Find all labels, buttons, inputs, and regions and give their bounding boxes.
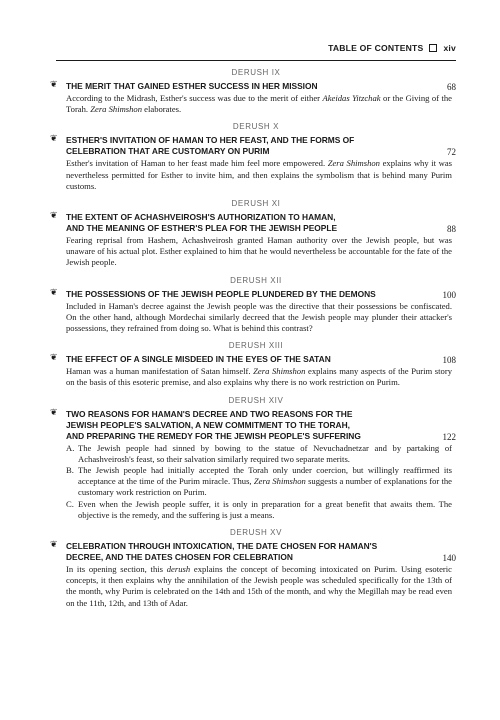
italic-text: Zera Shimshon bbox=[327, 158, 380, 169]
text-run: In its opening section, this bbox=[66, 564, 167, 575]
derush-heading: DERUSH XV bbox=[229, 528, 283, 538]
entry-description bbox=[56, 366, 456, 388]
toc-entry[interactable] bbox=[50, 211, 456, 235]
text-run: Included in Haman's decree against the Jewish people was the directive that their possessions be confiscated. On the other hand, although Mordechai similarly decreed that the Jewish people may plunder their attacker's possessions, they refrained from doing so. What is behind this contrast? bbox=[66, 300, 452, 334]
entry-list bbox=[56, 443, 456, 521]
entry-description bbox=[56, 93, 456, 115]
toc-entry[interactable] bbox=[50, 407, 456, 442]
text-run: Fearing reprisal from Hashem, Achashveirosh granted Haman authority over the Jewish people, but was unaware of his actual plot. Esther explained to him that he would nevertheless be accountable for the fate of the Jewish people. bbox=[66, 235, 452, 268]
text-run: elaborates. bbox=[142, 104, 182, 115]
entry-title-line: CELEBRATION THAT ARE CUSTOMARY ON PURIM bbox=[66, 146, 270, 157]
entry-page-number[interactable]: 88 bbox=[447, 224, 456, 235]
text-run: The Jewish people had sinned by bowing to the statue of Nevuchadnetzar and by partaking of Achashveirosh's feast, so their salvation similarly required two separate merits. bbox=[78, 442, 452, 464]
text-run: Even when the Jewish people suffer, it is only in preparation for a great benefit that awaits them. The objective is the remedy, and the suffering is just a means. bbox=[78, 498, 452, 520]
list-item bbox=[66, 499, 452, 521]
toc-section bbox=[50, 528, 456, 609]
entry-description bbox=[56, 235, 456, 269]
entry-page-number[interactable]: 122 bbox=[442, 431, 456, 442]
entry-title-line: JEWISH PEOPLE'S SALVATION, A NEW COMMITMENT TO THE TORAH, bbox=[66, 419, 350, 430]
entry-title[interactable] bbox=[66, 212, 430, 234]
text-run: explains the concept of becoming intoxicated on Purim. Using esoteric concepts, it then explains why the annihilation of the Jewish people was scheduled specifically for the 13th of the month, why Purim is celebrated on the 14th and 15th of the month, and why the Megillah may be read even on the 11th, 12th, and 13th of Adar. bbox=[66, 564, 452, 608]
derush-heading: DERUSH IX bbox=[231, 68, 281, 77]
toc-section bbox=[50, 68, 456, 115]
toc-entry[interactable] bbox=[50, 134, 456, 158]
toc-section bbox=[50, 122, 456, 192]
text-run: explains why it was nevertheless permitted for Esther to invite him, and then explains the symbolism that is behind many Purim customs. bbox=[66, 158, 452, 191]
toc-section bbox=[50, 199, 456, 269]
entry-description bbox=[56, 301, 456, 335]
entry-title[interactable] bbox=[66, 354, 430, 365]
entry-page-number[interactable]: 108 bbox=[442, 355, 456, 366]
toc-sections bbox=[50, 68, 456, 609]
header-page-number: xiv bbox=[443, 43, 456, 53]
toc-section bbox=[50, 395, 456, 521]
entry-page-number[interactable]: 140 bbox=[442, 553, 456, 564]
toc-section bbox=[50, 275, 456, 335]
derush-heading: DERUSH XII bbox=[230, 275, 282, 285]
entry-title-line: CELEBRATION THROUGH INTOXICATION, THE DATE CHOSEN FOR HAMAN'S bbox=[66, 541, 378, 552]
toc-section bbox=[50, 341, 456, 388]
text-run: explains many aspects of the Purim story on the basis of this esoteric premise, and also explains why there is no work restriction on Purim. bbox=[66, 366, 452, 388]
running-header bbox=[56, 40, 456, 56]
italic-text: Zera Shimshon bbox=[253, 476, 306, 487]
text-run: Haman was a human manifestation of Satan himself. bbox=[66, 366, 254, 377]
toc-page bbox=[50, 40, 456, 609]
leaf-ornament-icon: ❦ bbox=[50, 211, 58, 222]
entry-title-line: THE MERIT THAT GAINED ESTHER SUCCESS IN HER MISSION bbox=[66, 81, 318, 91]
entry-title-line: TWO REASONS FOR HAMAN'S DECREE AND TWO REASONS FOR THE bbox=[66, 408, 353, 419]
leaf-ornament-icon: ❦ bbox=[50, 407, 58, 418]
entry-title[interactable] bbox=[66, 541, 430, 563]
entry-description bbox=[56, 564, 456, 609]
entry-title-line: DECREE, AND THE DATES CHOSEN FOR CELEBRATION bbox=[66, 552, 293, 563]
derush-heading: DERUSH X bbox=[232, 122, 280, 132]
list-item bbox=[66, 443, 452, 465]
entry-title-line: AND THE MEANING OF ESTHER'S PLEA FOR THE JEWISH PEOPLE bbox=[66, 223, 338, 234]
derush-heading: DERUSH XI bbox=[231, 199, 281, 209]
square-ornament-icon bbox=[429, 44, 437, 52]
entry-title-line: THE POSSESSIONS OF THE JEWISH PEOPLE PLUNDERED BY THE DEMONS bbox=[66, 288, 376, 299]
derush-heading: DERUSH XIII bbox=[228, 341, 284, 351]
text-run: According to the Midrash, Esther's success was due to the merit of either bbox=[66, 93, 323, 103]
entry-title-line: AND PREPARING THE REMEDY FOR THE JEWISH PEOPLE'S SUFFERING bbox=[66, 430, 361, 441]
text-run: or the Giving of the Torah. bbox=[66, 93, 452, 115]
entry-title[interactable] bbox=[66, 81, 430, 92]
italic-text: Zera Shimshon bbox=[90, 104, 143, 115]
entry-title[interactable] bbox=[66, 289, 430, 300]
entry-title-line: THE EFFECT OF A SINGLE MISDEED IN THE EYES OF THE SATAN bbox=[66, 354, 331, 365]
entry-description bbox=[56, 158, 456, 192]
leaf-ornament-icon: ❦ bbox=[50, 287, 58, 298]
text-run: Esther's invitation of Haman to her feast made him feel more empowered. bbox=[66, 158, 328, 169]
list-marker: A. bbox=[66, 442, 75, 453]
entry-title-line: THE EXTENT OF ACHASHVEIROSH'S AUTHORIZATION TO HAMAN, bbox=[66, 212, 336, 223]
text-run: suggests a number of explanations for the customary work restriction on Purim. bbox=[78, 476, 452, 498]
leaf-ornament-icon: ❦ bbox=[50, 134, 58, 145]
list-item bbox=[66, 465, 452, 499]
entry-page-number[interactable]: 68 bbox=[447, 82, 456, 92]
entry-title-line: ESTHER'S INVITATION OF HAMAN TO HER FEAST, AND THE FORMS OF bbox=[66, 135, 355, 146]
leaf-ornament-icon: ❦ bbox=[50, 353, 58, 364]
header-rule bbox=[56, 60, 456, 61]
italic-text: Zera Shimshon bbox=[253, 366, 306, 377]
toc-entry[interactable] bbox=[50, 80, 456, 92]
derush-heading: DERUSH XIV bbox=[228, 395, 284, 405]
entry-page-number[interactable]: 100 bbox=[442, 289, 456, 300]
leaf-ornament-icon: ❦ bbox=[50, 540, 58, 551]
entry-page-number[interactable]: 72 bbox=[447, 147, 456, 158]
header-title: TABLE OF CONTENTS bbox=[328, 43, 424, 53]
list-marker: B. bbox=[66, 465, 74, 476]
toc-entry[interactable] bbox=[50, 540, 456, 564]
text-run: The Jewish people had initially accepted the Torah only under coercion, but willingly reaffirmed its acceptance at the time of the Purim miracle. Thus, bbox=[78, 465, 452, 487]
list-marker: C. bbox=[66, 498, 74, 509]
entry-title[interactable] bbox=[66, 135, 430, 157]
italic-text: Akeidas Yitzchak bbox=[322, 93, 381, 103]
leaf-ornament-icon: ❦ bbox=[50, 80, 58, 90]
toc-entry[interactable] bbox=[50, 287, 456, 300]
entry-title[interactable] bbox=[66, 409, 430, 442]
toc-entry[interactable] bbox=[50, 353, 456, 366]
italic-text: derush bbox=[166, 564, 191, 575]
